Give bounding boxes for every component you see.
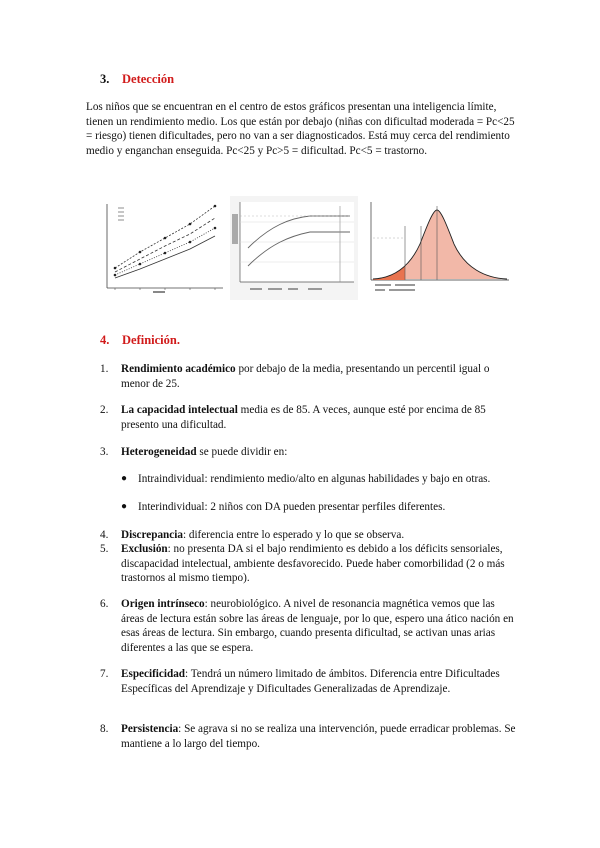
section-4-heading: [100, 333, 180, 348]
list-item: 2. La capacidad intelectual media es de 85. A veces, aunque esté por encima de 85 presento una dificultad.: [100, 404, 486, 431]
item-term: Rendimiento académico: [121, 363, 236, 375]
list-item: 1. Rendimiento académico por debajo de la media, presentando un percentil igual o menor de 25.: [100, 363, 490, 390]
list-item: 4. Discrepancia: diferencia entre lo esperado y lo que se observa.: [100, 529, 405, 541]
item-text: : diferencia entre lo esperado y lo que se observa.: [182, 529, 405, 541]
item-text: : Se agrava si no se realiza una intervención, puede erradicar problemas. Se mantiene a lo largo del tiempo.: [121, 723, 516, 750]
bullet-dot-icon: ●: [121, 501, 128, 512]
bullet-text: Interindividual: 2 niños con DA pueden presentar perfiles diferentes.: [138, 501, 446, 513]
item-text: media es de 85. A veces, aunque esté por encima de 85 presento una dificultad.: [121, 404, 486, 431]
bullet-text: Intraindividual: rendimiento medio/alto en algunas habilidades y bajo en otras.: [138, 473, 491, 485]
figure-line-graph: [93, 196, 226, 300]
section-3-title: Detección: [122, 72, 175, 86]
list-item: 5. Exclusión: no presenta DA si el bajo rendimiento es debido a los déficits sensoriales, discapacidad intelectual, ambiente desfavorecido. Puede haber comorbilidad (2 o más trastornos al mismo tiempo).: [100, 543, 505, 585]
list-item: 8. Persistencia: Se agrava si no se realiza una intervención, puede erradicar problemas. Se mantiene a lo largo del tiempo.: [100, 723, 516, 750]
section-4-title: Definición.: [122, 333, 180, 347]
item-term: Heterogeneidad: [121, 446, 197, 458]
section-3-number: 3.: [100, 72, 110, 86]
figure-curve-graph: [230, 196, 358, 300]
item-term: Discrepancia: [121, 529, 183, 541]
list-item: 7. Especificidad: Tendrá un número limitado de ámbitos. Diferencia entre Dificultades Específicas del Aprendizaje y Dificultades Generalizadas de Aprendizaje.: [100, 668, 500, 695]
bullet-item: [121, 472, 521, 487]
item-term: Origen intrínseco: [121, 598, 205, 610]
item-text: se puede dividir en:: [196, 446, 288, 458]
item-text: : neurobiológico. A nivel de resonancia magnética vemos que las áreas de lectura están sobre las áreas de lenguaje, por lo que, espero una ático nación en esas áreas de lectura. Sin embargo, cuando presenta dificultad, se activan unas arias diferentes a las que se espera.: [121, 598, 514, 654]
bullet-item: [121, 500, 521, 515]
list-item: 6. Origen intrínseco: neurobiológico. A nivel de resonancia magnética vemos que las áreas de lectura están sobre las áreas de lenguaje, por lo que, espero una ático nación en esas áreas de lectura. Sin embargo, cuando presenta dificultad, se activan unas arias diferentes a las que se espera.: [100, 598, 514, 654]
item-term: Especificidad: [121, 668, 186, 680]
bullet-dot-icon: ●: [121, 473, 128, 484]
list-item: 3. Heterogeneidad se puede dividir en:: [100, 446, 288, 458]
item-text: : no presenta DA si el bajo rendimiento es debido a los déficits sensoriales, discapacidad intelectual, ambiente desfavorecido. Puede haber comorbilidad (2 o más trastornos al mismo tiempo).: [121, 543, 505, 585]
item-term: Persistencia: [121, 723, 179, 735]
section-3-heading: [100, 72, 174, 87]
intro-paragraph: Los niños que se encuentran en el centro de estos gráficos presentan una inteligencia límite, tienen un rendimiento medio. Los que están por debajo (niñas con dificultad moderada = Pc<25 = riesgo) tienen dificultades, pero no van a ser diagnosticados. Está muy cerca del rendimiento medio y enganchan enseguida. Pc<25 y Pc>5 = dificultad. Pc<5 = trastorno.: [86, 101, 515, 157]
item-term: La capacidad intelectual: [121, 404, 238, 416]
item-term: Exclusión: [121, 543, 168, 555]
figure-normal-distribution: [365, 196, 510, 300]
section-4-number: 4.: [100, 333, 110, 347]
item-text: por debajo de la media, presentando un percentil igual o menor de 25.: [121, 363, 490, 390]
item-text: : Tendrá un número limitado de ámbitos. Diferencia entre Dificultades Específicas del Aprendizaje y Dificultades Generalizadas de Aprendizaje.: [121, 668, 500, 695]
